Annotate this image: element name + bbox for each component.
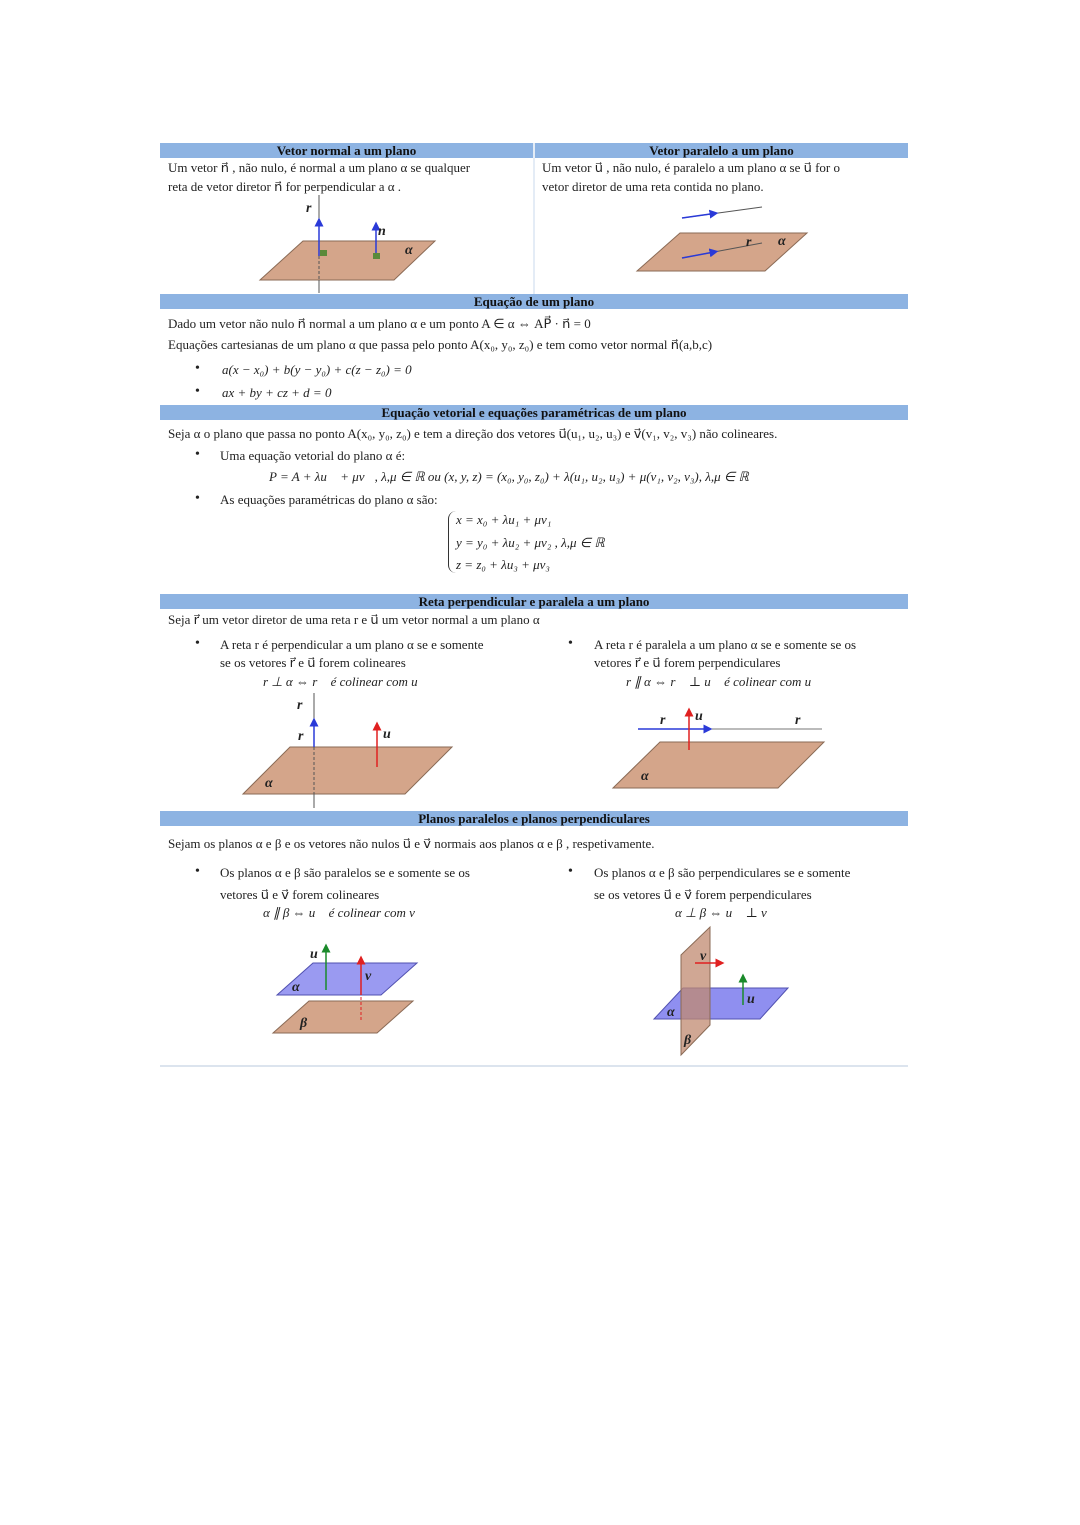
parametric-equation-x: x = x₀ + λu₁ + μv₁ <box>456 512 552 527</box>
svg-text:v⃗: v⃗ <box>700 949 718 964</box>
text-line: Uma equação vetorial do plano α é: <box>220 448 406 463</box>
normal-vector-diagram <box>260 195 435 293</box>
label-alpha: α <box>405 243 413 258</box>
general-equation: ax + by + cz + d = 0 <box>222 385 332 400</box>
perpendicular-planes-diagram <box>654 927 788 1055</box>
parametric-equation-y: y = y₀ + λu₂ + μv₂ , λ,μ ∈ ℝ <box>456 535 605 550</box>
parallel-line-diagram <box>613 709 824 788</box>
svg-text:v⃗: v⃗ <box>365 969 383 984</box>
text-line: Um vetor n⃗ , não nulo, é normal a um plano α se qualquer <box>168 160 471 175</box>
vector-equation: P = A + λu⃗ + μv⃗, λ,μ ∈ ℝ ou (x, y, z) = (x₀, y₀, z₀) + λ(u₁, u₂, u₃) + μ(v₁, v₂, v₃), λ,μ ∈ ℝ <box>269 469 749 484</box>
label-r: r <box>306 201 312 216</box>
text-line: Sejam os planos α e β e os vetores não nulos u⃗ e v⃗ normais aos planos α e β , respetivamente. <box>168 836 655 851</box>
svg-text:β: β <box>300 1016 308 1031</box>
text-line: A reta r é perpendicular a um plano α se e somente <box>220 637 484 652</box>
bullet: • <box>195 384 200 399</box>
bullet: • <box>568 864 573 879</box>
condition-formula: r ⊥ α ⇔ r⃗ é colinear com u⃗ <box>263 674 428 689</box>
cartesian-equation: a(x − x₀) + b(y − y₀) + c(z − z₀) = 0 <box>222 362 412 377</box>
svg-text:α: α <box>641 769 649 784</box>
bullet: • <box>568 636 573 651</box>
text-line: Os planos α e β são perpendiculares se e somente <box>594 865 851 880</box>
svg-text:r⃗: r⃗ <box>660 713 677 728</box>
bullet: • <box>195 864 200 879</box>
condition-formula: α ⊥ β ⇔ u⃗ ⊥ v⃗ <box>675 905 777 920</box>
svg-text:β: β <box>684 1033 692 1048</box>
text-line: Os planos α e β são paralelos se e somente se os <box>220 865 470 880</box>
section-header-plane-equation: Equação de um plano <box>160 294 908 309</box>
parametric-equation-z: z = z₀ + λu₃ + μv₃ <box>456 557 550 572</box>
svg-text:r⃗: r⃗ <box>298 729 315 744</box>
section-header-planes: Planos paralelos e planos perpendiculares <box>160 811 908 826</box>
section-header-parallel-vector: Vetor paralelo a um plano <box>535 143 908 158</box>
bullet: • <box>195 361 200 376</box>
text-line: se os vetores u⃗ e v⃗ forem perpendiculares <box>594 887 812 902</box>
svg-text:α: α <box>667 1005 675 1020</box>
svg-text:α: α <box>265 776 273 791</box>
svg-text:u⃗: u⃗ <box>695 709 714 724</box>
condition-formula: α ∥ β ⇔ u⃗ é colinear com v⃗ <box>263 905 426 920</box>
svg-text:u⃗: u⃗ <box>383 727 402 742</box>
svg-text:r: r <box>297 698 303 713</box>
label-n: n⃗ <box>378 224 397 239</box>
section-header-line-plane: Reta perpendicular e paralela a um plano <box>160 594 908 609</box>
text-line: Seja α o plano que passa no ponto A(x₀, y₀, z₀) e tem a direção dos vetores u⃗(u₁, u₂, u₃) e v⃗(v₁, v₂, v₃) não colineares. <box>168 426 778 441</box>
text-line: reta de vetor diretor n⃗ for perpendicular a α . <box>168 179 402 194</box>
text-line: vetores u⃗ e v⃗ forem colineares <box>220 887 380 902</box>
bullet: • <box>195 636 200 651</box>
text-line: se os vetores r⃗ e u⃗ forem colineares <box>220 655 406 670</box>
parallel-vector-diagram <box>637 207 807 271</box>
text-line: Um vetor u⃗ , não nulo, é paralelo a um plano α se u⃗ for o <box>542 160 841 175</box>
parallel-planes-diagram <box>273 947 417 1033</box>
label-r: r <box>746 235 752 250</box>
perpendicular-line-diagram <box>243 693 452 808</box>
text-line: Seja r⃗ um vetor diretor de uma reta r e u⃗ um vetor normal a um plano α <box>168 612 540 627</box>
section-header-vector-equation: Equação vetorial e equações paramétricas de um plano <box>160 405 908 420</box>
svg-text:u⃗: u⃗ <box>747 992 766 1007</box>
text-line: Equações cartesianas de um plano α que passa pelo ponto A(x₀, y₀, z₀) e tem como vetor normal n⃗(a,b,c) <box>168 337 713 352</box>
section-header-normal-vector: Vetor normal a um plano <box>160 143 533 158</box>
text-line: vetor diretor de uma reta contida no plano. <box>542 179 764 194</box>
svg-text:r: r <box>795 713 801 728</box>
condition-formula: r ∥ α ⇔ r⃗ ⊥ u⃗ é colinear com u⃗ <box>626 674 822 689</box>
svg-text:u⃗: u⃗ <box>310 947 329 962</box>
text-line: As equações paramétricas do plano α são: <box>220 492 438 507</box>
text-line: A reta r é paralela a um plano α se e somente se os <box>594 637 857 652</box>
svg-text:α: α <box>292 980 300 995</box>
text-line: Dado um vetor não nulo n⃗ normal a um plano α e um ponto A ∈ α ⇔ AP⃗ · n⃗ = 0 <box>168 316 591 331</box>
label-alpha: α <box>778 234 786 249</box>
bullet: • <box>195 491 200 506</box>
text-line: vetores r⃗ e u⃗ forem perpendiculares <box>594 655 781 670</box>
bullet: • <box>195 447 200 462</box>
